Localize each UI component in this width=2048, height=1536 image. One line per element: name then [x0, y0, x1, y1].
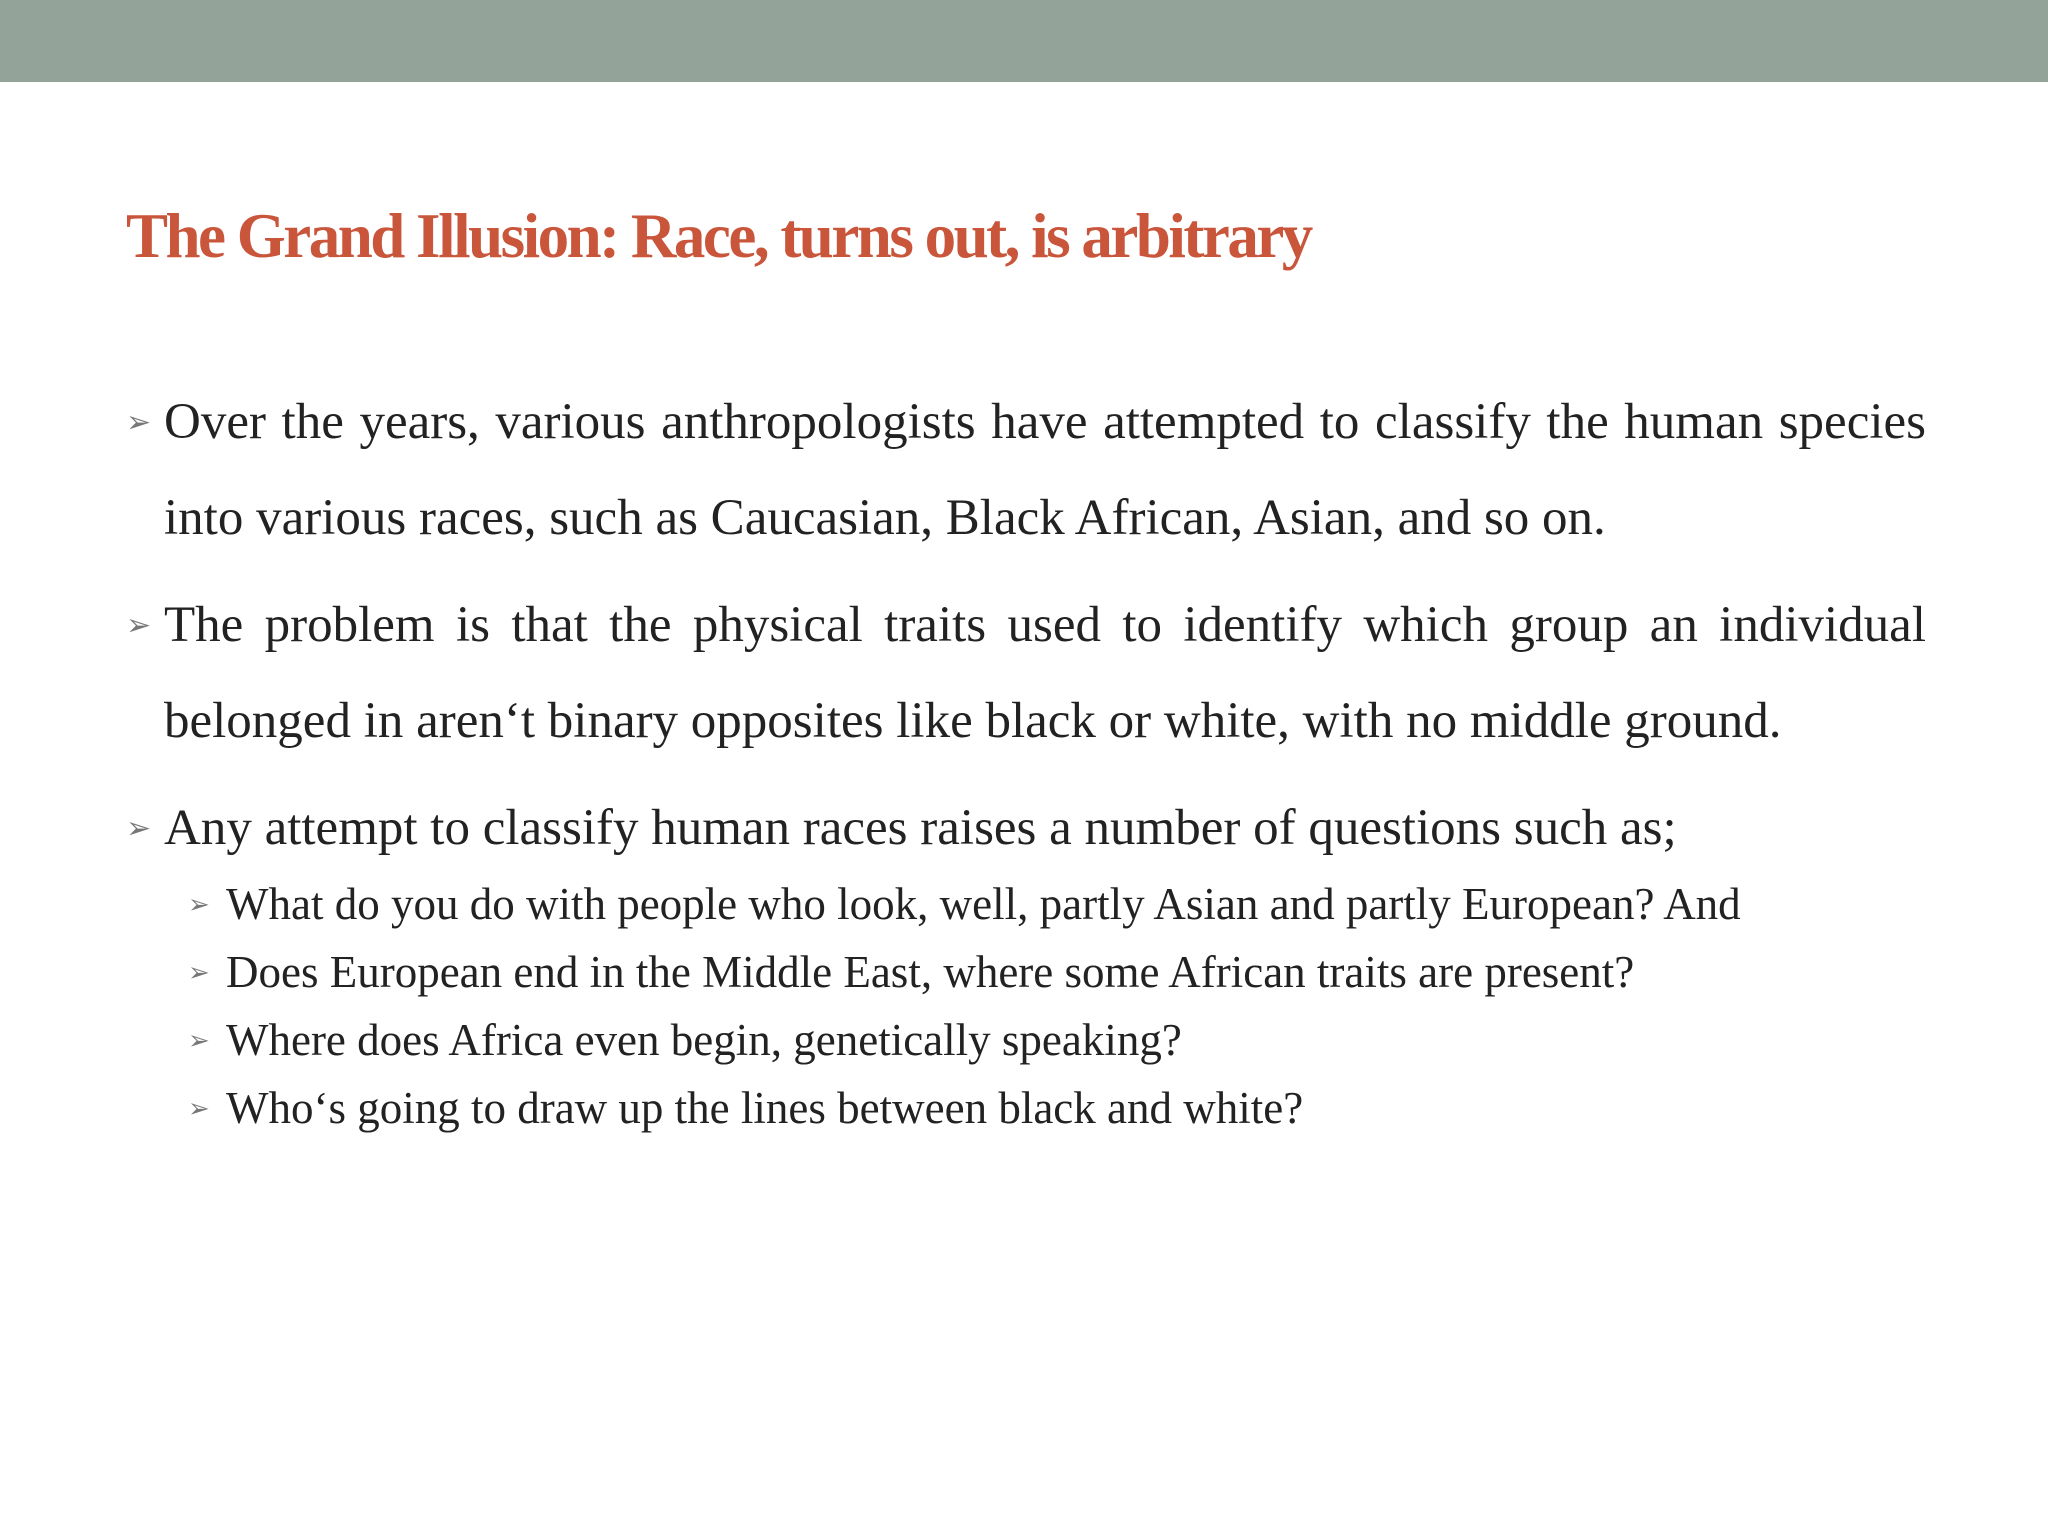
arrow-bullet-icon: ➢ — [126, 406, 152, 439]
arrow-bullet-icon: ➢ — [126, 609, 152, 642]
sub-bullet-list — [188, 877, 1926, 1136]
arrow-bullet-icon: ➢ — [126, 812, 152, 845]
top-band — [0, 0, 2048, 82]
slide-body — [126, 375, 1926, 1149]
sub-bullet-text: Does European end in the Middle East, where some African traits are present? — [226, 946, 1635, 997]
bullet-text: Over the years, various anthropologists have attempted to classify the human species into various races, such as Caucasian, Black African, Asian, and so on. — [164, 394, 1926, 546]
sub-bullet-item — [188, 1013, 1926, 1068]
sub-bullet-text: Where does Africa even begin, genetically speaking? — [226, 1014, 1182, 1065]
slide-title: The Grand Illusion: Race, turns out, is arbitrary — [126, 201, 1311, 271]
bullet-item — [126, 781, 1926, 877]
bullet-text: The problem is that the physical traits used to identify which group an individual belonged in aren‘t binary opposites like black or white, with no middle ground. — [164, 597, 1926, 749]
arrow-bullet-icon: ➢ — [188, 957, 210, 987]
bullet-item — [126, 375, 1926, 566]
arrow-bullet-icon: ➢ — [188, 1025, 210, 1055]
bullet-item — [126, 578, 1926, 769]
sub-bullet-item — [188, 1081, 1926, 1136]
sub-bullet-item — [188, 945, 1926, 1000]
sub-bullet-text: Who‘s going to draw up the lines between black and white? — [226, 1082, 1304, 1133]
arrow-bullet-icon: ➢ — [188, 1093, 210, 1123]
arrow-bullet-icon: ➢ — [188, 889, 210, 919]
bullet-text: Any attempt to classify human races raises a number of questions such as; — [164, 800, 1677, 856]
sub-bullet-item — [188, 877, 1926, 932]
sub-bullet-text: What do you do with people who look, well, partly Asian and partly European? And — [226, 878, 1741, 929]
